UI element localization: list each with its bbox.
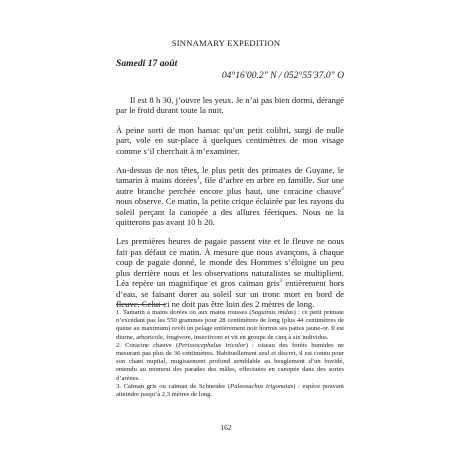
paragraph — [116, 95, 344, 116]
text-run: , file d’arbre en arbre en famille. Sur une autre branche perchée encore plus haut, une coracine chauve — [116, 175, 344, 196]
footnote — [116, 383, 344, 399]
footnote-ref: 1 — [196, 175, 200, 182]
text-run: entièrement hors d’eau, se faisant dorer au soleil sur un tronc mort en bord de fleuve. Celui-ci ne doit pas être loin des 2 mètres de long. — [116, 278, 344, 309]
paragraph — [116, 165, 344, 227]
species-name: Saguinus midas — [251, 309, 294, 316]
text-run: 3. Caïman gris ou caïman de Schneider ( — [116, 382, 231, 390]
footnote-ref: 3 — [279, 278, 283, 285]
body-text — [116, 95, 344, 309]
species-name: Perissocephalus tricolor — [178, 341, 246, 349]
text-run: ) : oiseau des forêts humides ne mesurant pas plus de 36 centimètres. Habituellement seul et discret, il est connu pour son chant nuptial, mugissement profond semblable au beuglement d’un bovidé, entendu au moment des parades des mâles, effectuées en canopée dans des sortes d’arènes. — [116, 341, 344, 382]
text-run: 2. Coracine chauve ( — [116, 341, 179, 349]
text-run: 1. Tamarin à mains dorées ou aux mains rousses ( — [116, 309, 252, 316]
text-run: ) : espèce pouvant atteindre jusqu’à 2,3 mètres de long. — [116, 382, 344, 399]
text-run: Les premières heures de pagaie passent vite et le fleuve ne nous fait pas défaut ce matin. À mesure que nous avançons, à chaque coup de pagaie donné, le monde des Hommes s’éloigne un peu plus derrière nous et les observations naturalistes se multiplient. Léa repère un magnifique et gros caïman gris — [116, 236, 344, 289]
entry-date: Samedi 17 août — [116, 58, 178, 69]
text-run: ) : ce petit primate n’excédant pas les 550 grammes pour 28 centimètres de long (plus 44 centimètres de queue au maximum) revêt un pelage entièrement noir hormis ses pattes jaune-or. Il est diurne, arboricole, frugivore, insectivore et vit en groupe de cinq à six individus. — [116, 309, 344, 341]
paragraph — [116, 125, 344, 156]
paragraph — [116, 236, 344, 309]
footnotes — [116, 309, 344, 399]
text-run: nous observe. Ce matin, la petite crique éclairée par les rayons du soleil perçant la canopée a des allures féeriques. Nous ne la quitterons pas avant 10 h 20. — [116, 196, 344, 228]
footnote — [116, 342, 344, 383]
entry-coordinates: 04°16'00.2" N / 052°55'37.0" O — [221, 70, 344, 81]
text-run: Il est 8 h 30, j’ouvre les yeux. Je n’ai pas bien dormi, dérangé par le froid durant toute la nuit. — [116, 95, 344, 116]
running-head: SINNAMARY EXPEDITION — [171, 38, 281, 48]
text-run: Au-dessus de nos têtes, le plus petit des primates de Guyane, le tamarin à mains dorées — [116, 165, 344, 186]
page-number: 162 — [220, 423, 232, 432]
species-name: Paleosuchus trigonatus — [230, 382, 294, 390]
footnote — [116, 309, 344, 342]
footnote-ref: 2 — [341, 185, 344, 192]
text-run: À peine sorti de mon hamac qu’un petit colibri, surgi de nulle part, vole en sur-place à quelques centimètres de mon visage comme s’il cherchait à m’examiner. — [116, 124, 344, 156]
footnote-rule — [116, 304, 166, 305]
